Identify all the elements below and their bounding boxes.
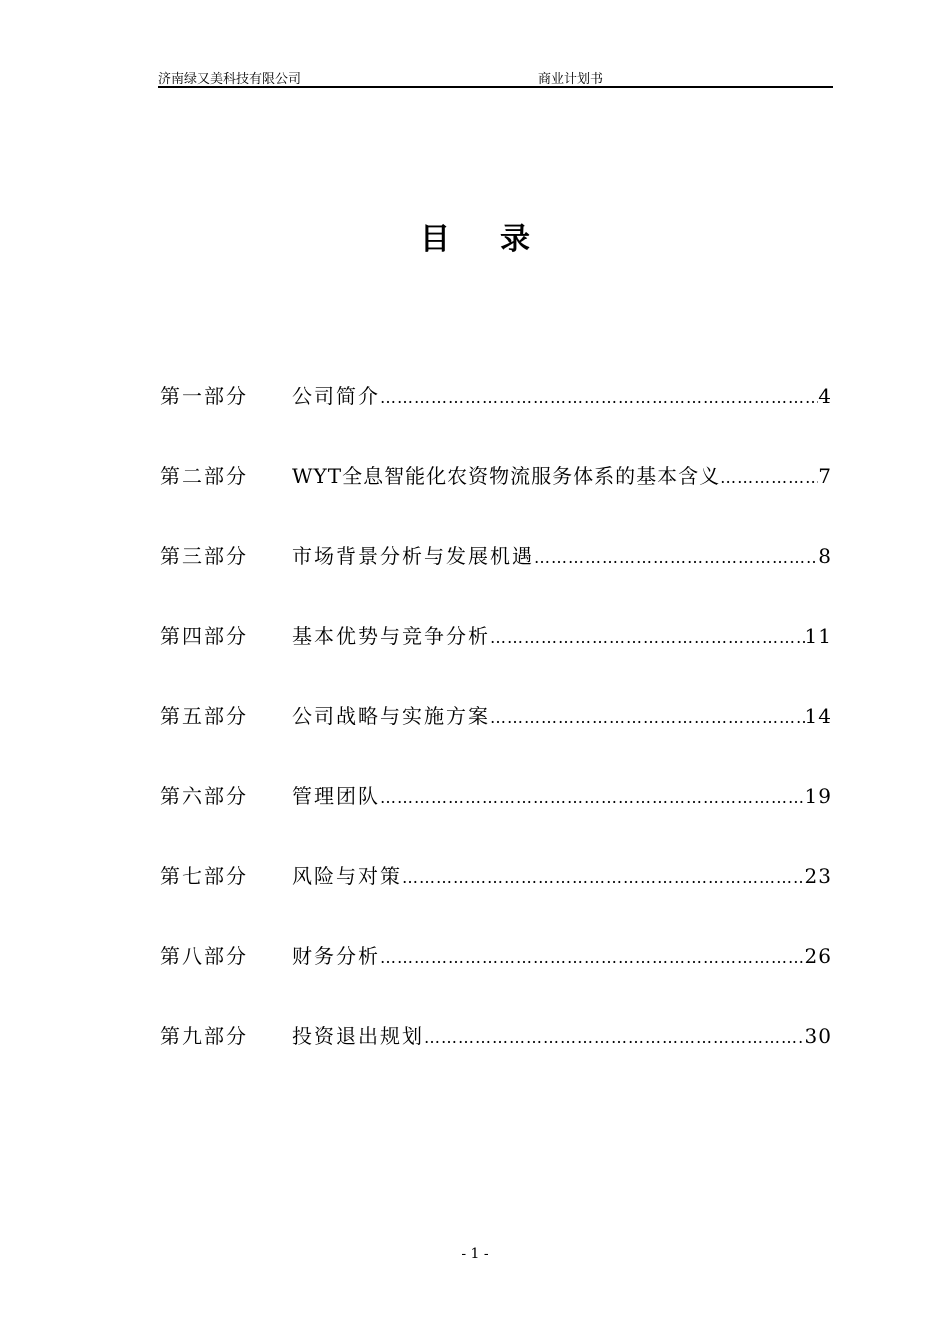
page-header — [158, 66, 833, 88]
toc-title: 目录 — [420, 222, 580, 257]
toc-entry[interactable] — [160, 780, 832, 860]
toc-entry[interactable] — [160, 860, 832, 940]
toc-name: 公司战略与实施方案 — [292, 704, 490, 728]
toc-entry[interactable] — [160, 700, 832, 780]
toc-part: 第二部分 — [160, 464, 248, 488]
toc-name: WYT全息智能化农资物流服务体系的基本含义 — [292, 464, 721, 488]
table-of-contents — [160, 380, 832, 1100]
toc-leader — [490, 628, 805, 647]
toc-part: 第三部分 — [160, 544, 248, 568]
toc-page: 26 — [804, 944, 832, 968]
toc-entry[interactable] — [160, 940, 832, 1020]
toc-part: 第五部分 — [160, 704, 248, 728]
toc-part: 第七部分 — [160, 864, 248, 888]
toc-entry[interactable] — [160, 620, 832, 700]
toc-page: 7 — [818, 464, 832, 488]
toc-entry[interactable] — [160, 380, 832, 460]
toc-leader — [490, 708, 805, 727]
toc-page: 4 — [818, 384, 832, 408]
toc-leader — [380, 388, 818, 407]
toc-name: 基本优势与竞争分析 — [292, 624, 490, 648]
toc-page: 23 — [804, 864, 832, 888]
header-doc-type: 商业计划书 — [538, 72, 604, 87]
page-number: - 1 - — [461, 1246, 489, 1262]
toc-part: 第八部分 — [160, 944, 248, 968]
toc-leader — [720, 468, 818, 487]
toc-name: 风险与对策 — [292, 864, 402, 888]
toc-page: 30 — [804, 1024, 832, 1048]
toc-name: 公司简介 — [292, 384, 380, 408]
toc-name: 管理团队 — [292, 784, 380, 808]
toc-page: 8 — [818, 544, 832, 568]
toc-leader — [380, 788, 805, 807]
toc-leader — [534, 548, 818, 567]
toc-part: 第九部分 — [160, 1024, 248, 1048]
toc-entry[interactable] — [160, 1020, 832, 1100]
toc-page: 14 — [804, 704, 832, 728]
toc-part: 第六部分 — [160, 784, 248, 808]
toc-name: 投资退出规划 — [292, 1024, 424, 1048]
toc-leader — [380, 948, 805, 967]
toc-leader — [402, 868, 805, 887]
toc-name: 财务分析 — [292, 944, 380, 968]
toc-page: 19 — [804, 784, 832, 808]
toc-part: 第四部分 — [160, 624, 248, 648]
toc-page: 11 — [804, 624, 832, 648]
header-company: 济南绿又美科技有限公司 — [158, 72, 302, 87]
toc-part: 第一部分 — [160, 384, 248, 408]
toc-entry[interactable] — [160, 540, 832, 620]
toc-name: 市场背景分析与发展机遇 — [292, 544, 534, 568]
toc-entry[interactable] — [160, 460, 832, 540]
toc-leader — [424, 1028, 805, 1047]
